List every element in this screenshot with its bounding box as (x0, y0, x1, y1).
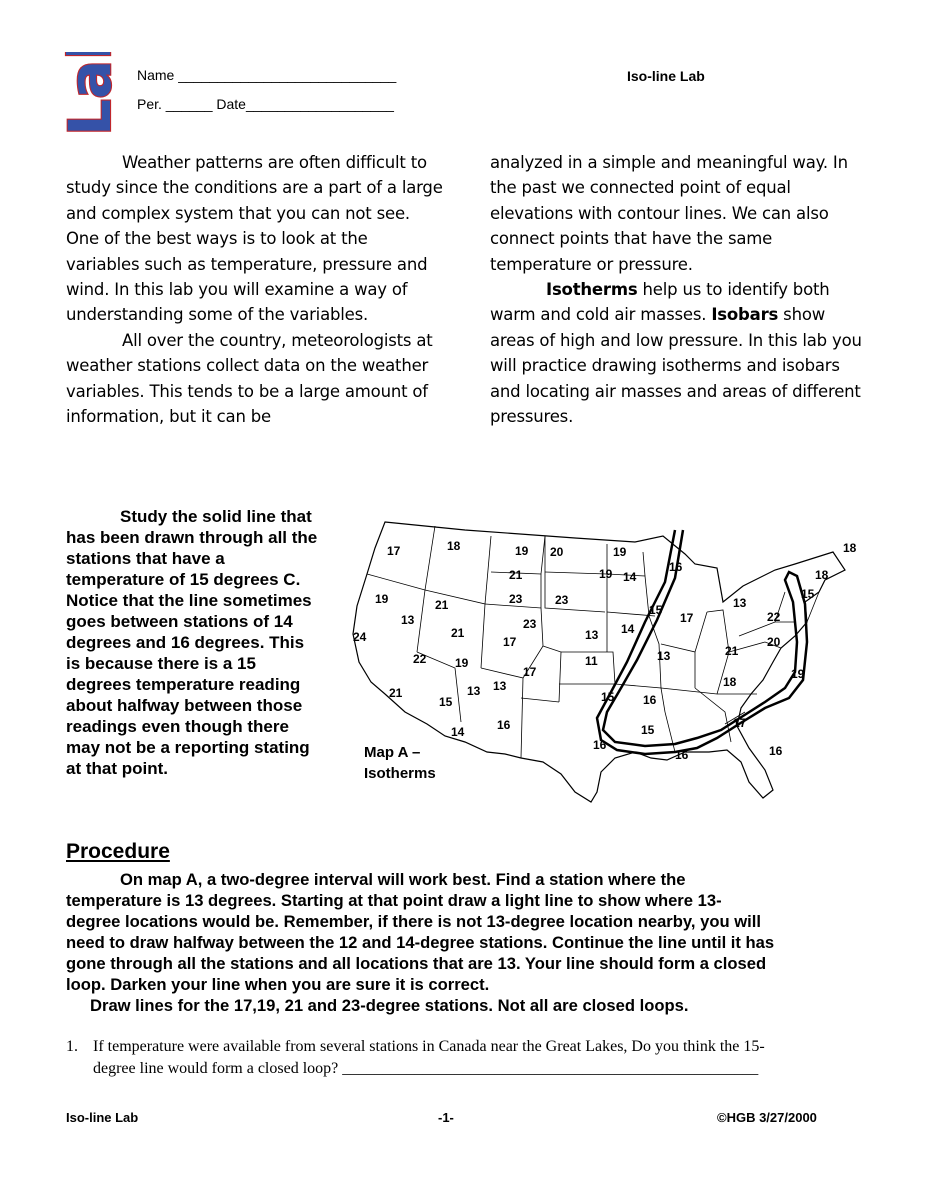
intro-paragraph-4 (490, 277, 862, 429)
procedure-line: need to draw halfway between the 12 and 14-degree stations. Continue the line until it has (66, 933, 775, 952)
station-label: 18 (723, 675, 737, 689)
map-title (364, 742, 436, 784)
station-label: 14 (621, 622, 635, 636)
station-label: 18 (447, 539, 461, 553)
station-label: 13 (467, 684, 481, 698)
lab-logo-text: Lab (56, 52, 124, 136)
station-label: 21 (725, 644, 739, 658)
state-lines (367, 526, 819, 758)
station-label: 17 (503, 635, 517, 649)
station-label: 24 (353, 630, 367, 644)
intro-paragraph-1: Weather patterns are often difficult to study since the conditions are a part of a large and complex system that you can not see. One of the best ways is to look at the variables such as temperature, pressure and wind. In this lab you will examine a way of understanding some of the variables. (66, 153, 443, 325)
station-label: 17 (523, 665, 537, 679)
footer-left: Iso-line Lab (66, 1110, 139, 1125)
name-field[interactable]: Name ____________________________ (137, 67, 397, 83)
station-label: 16 (593, 738, 607, 752)
procedure-line: loop. Darken your line when you are sure it is correct. (66, 975, 490, 994)
intro-left-column (66, 150, 444, 429)
intro-text-b: show areas of high and low pressure. In this lab you will practice drawing isotherms and isobars and locating air masses and areas of different pressures. (490, 305, 862, 427)
station-label: 20 (767, 635, 781, 649)
map-title-line-2: Isotherms (364, 765, 436, 782)
map-title-line-1: Map A – (364, 744, 421, 761)
station-label: 17 (733, 716, 747, 730)
intro-right-column (490, 150, 862, 429)
intro-paragraph-3: analyzed in a simple and meaningful way. In the past we connected point of equal elevations with contour lines. We can also connect points that have the same temperature or pressure. (490, 153, 848, 274)
procedure-text (66, 869, 866, 1016)
station-label: 13 (657, 649, 671, 663)
procedure-line: Draw lines for the 17,19, 21 and 23-degree stations. Not all are closed loops. (90, 996, 689, 1015)
footer-page-number: -1- (438, 1110, 454, 1125)
station-label: 19 (613, 545, 627, 559)
isotherms-term: Isotherms (546, 280, 638, 300)
station-label: 18 (843, 541, 857, 555)
period-date-field[interactable]: Per. ______ Date___________________ (137, 96, 394, 112)
intro-text-a: help us to identify both warm and cold air masses. (490, 280, 830, 325)
station-label: 21 (389, 686, 403, 700)
station-label: 21 (451, 626, 465, 640)
station-label: 17 (387, 544, 401, 558)
station-label: 19 (455, 656, 469, 670)
station-label: 14 (451, 725, 465, 739)
station-label: 15 (641, 723, 655, 737)
station-label: 18 (815, 568, 829, 582)
isobars-term: Isobars (711, 305, 779, 325)
station-label: 16 (643, 693, 657, 707)
station-label: 13 (493, 679, 507, 693)
procedure-line: On map A, a two-degree interval will work best. Find a station where the (120, 870, 686, 889)
station-label: 22 (767, 610, 781, 624)
procedure-line: temperature is 13 degrees. Starting at that point draw a light line to show where 13- (66, 891, 722, 910)
study-instructions: Study the solid line that has been drawn through all the stations that have a temperature of 15 degrees C. Notice that the line sometimes goes between stations of 14 degrees and 16 degrees. This is because there is a 15 degrees temperature reading about halfway between those readings even though there may not be a reporting stating at that point. (66, 507, 318, 778)
station-label: 17 (680, 611, 694, 625)
station-label: 16 (669, 560, 683, 574)
question-answer-line[interactable]: degree line would form a closed loop? ____________________________________________________ (93, 1060, 759, 1077)
station-label: 19 (515, 544, 529, 558)
station-label: 19 (791, 667, 805, 681)
page-title: Iso-line Lab (627, 68, 705, 84)
procedure-line: gone through all the stations and all locations that are 13. Your line should form a closed (66, 954, 767, 973)
intro-paragraph-2: All over the country, meteorologists at weather stations collect data on the weather variables. This tends to be a large amount of information, but it can be (66, 330, 433, 427)
station-label: 19 (375, 592, 389, 606)
procedure-line: degree locations would be. Remember, if there is not 13-degree location nearby, you will (66, 912, 761, 931)
procedure-heading: Procedure (66, 840, 170, 863)
footer-copyright: ©HGB 3/27/2000 (717, 1110, 817, 1125)
question-line-1: If temperature were available from several stations in Canada near the Great Lakes, Do you think the 15- (93, 1038, 765, 1055)
question-1 (66, 1036, 866, 1080)
station-label: 15 (801, 587, 815, 601)
station-label: 20 (550, 545, 564, 559)
station-label: 22 (413, 652, 427, 666)
station-label: 23 (509, 592, 523, 606)
station-label: 15 (601, 690, 615, 704)
station-label: 11 (585, 654, 598, 668)
station-label: 16 (769, 744, 783, 758)
station-label: 21 (509, 568, 523, 582)
station-label: 15 (649, 603, 663, 617)
station-label: 16 (497, 718, 511, 732)
station-label: 14 (623, 570, 637, 584)
station-label: 13 (733, 596, 747, 610)
station-label: 19 (599, 567, 613, 581)
question-number: 1. (66, 1038, 78, 1055)
lab-logo (52, 52, 126, 136)
station-label: 23 (523, 617, 537, 631)
station-label: 21 (435, 598, 449, 612)
station-label: 16 (675, 748, 689, 762)
station-label: 13 (401, 613, 415, 627)
station-label: 13 (585, 628, 599, 642)
station-label: 15 (439, 695, 453, 709)
station-label: 23 (555, 593, 569, 607)
